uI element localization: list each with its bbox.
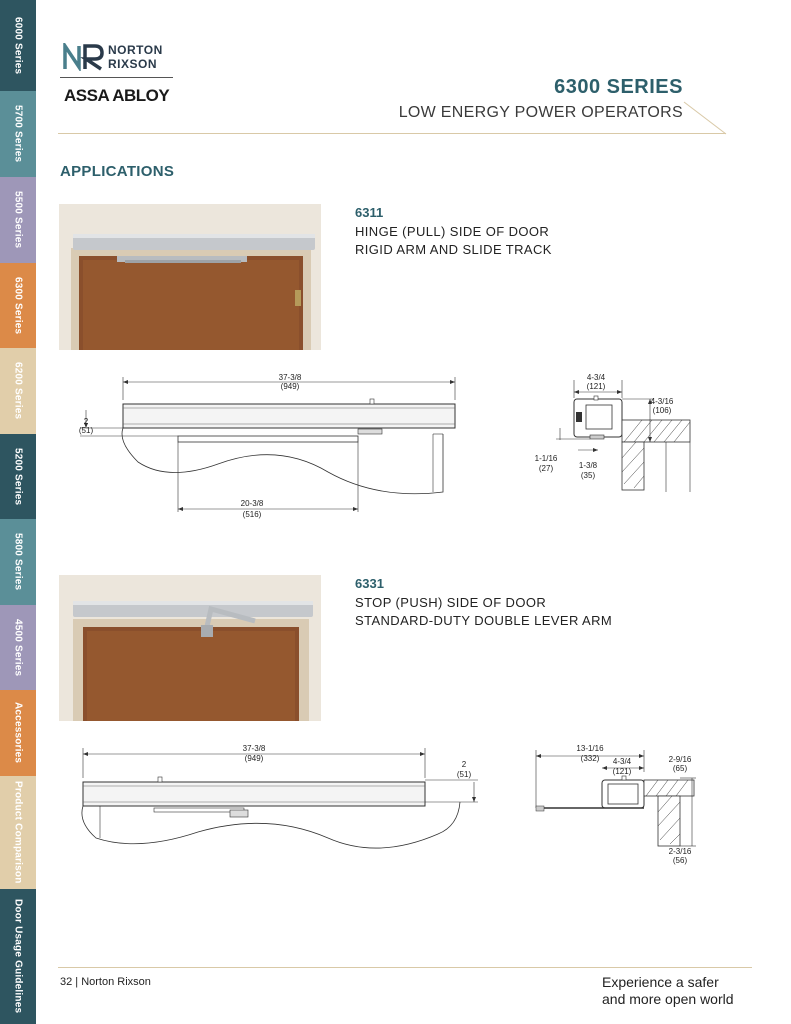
norton-rixson-logo: [60, 40, 175, 110]
tab-accessories[interactable]: [0, 690, 36, 776]
tab-label: 6200 Series: [12, 362, 24, 420]
header-divider: [58, 133, 726, 134]
tab-5700-series[interactable]: [0, 91, 36, 177]
dim-top: 2-9/16: [668, 755, 692, 764]
dim-a: 1-1/16: [534, 454, 558, 463]
diagram-6331-side: [532, 742, 702, 867]
dim-height-mm: (106): [652, 406, 672, 415]
dim-top-mm: (65): [672, 764, 688, 773]
dim-drop-mm: (51): [78, 426, 94, 435]
dim-depth-mm: (121): [586, 382, 606, 391]
tab-label: Accessories: [12, 702, 24, 764]
logo-text-norton: NORTON: [108, 43, 163, 57]
tab-5200-series[interactable]: [0, 434, 36, 519]
dim-b: 1-3/8: [578, 461, 598, 470]
diagram-6311-side: [532, 372, 692, 497]
dim-reach-mm: (332): [580, 754, 600, 763]
dim-length: 37-3/8: [242, 744, 266, 753]
tab-label: Door Usage Guidelines: [12, 899, 24, 1014]
product-model-6331: 6331: [355, 576, 384, 591]
diagram-6331-front: [78, 742, 488, 860]
tab-label: 5500 Series: [12, 191, 24, 249]
logo-text-rixson: RIXSON: [108, 57, 158, 71]
product-description-6331: [355, 594, 612, 630]
tab-label: 5700 Series: [12, 105, 24, 163]
dim-bottom: 2-3/16: [668, 847, 692, 856]
side-navigation-tabs: [0, 0, 36, 1024]
tab-6300-series[interactable]: [0, 263, 36, 348]
footer-tagline: [602, 974, 734, 1008]
description-line: STOP (PUSH) SIDE OF DOOR: [355, 595, 547, 610]
description-line: RIGID ARM AND SLIDE TRACK: [355, 242, 552, 257]
section-heading: APPLICATIONS: [60, 163, 175, 180]
tab-5500-series[interactable]: [0, 177, 36, 263]
dim-track: 20-3/8: [240, 499, 264, 508]
tab-5800-series[interactable]: [0, 519, 36, 605]
tab-4500-series[interactable]: [0, 605, 36, 690]
description-line: HINGE (PULL) SIDE OF DOOR: [355, 224, 550, 239]
product-model-6311: 6311: [355, 205, 384, 220]
dim-track-mm: (516): [242, 510, 262, 519]
nr-monogram-icon: [63, 43, 105, 71]
diagram-6311-front: [78, 372, 468, 522]
tab-label: 5800 Series: [12, 533, 24, 591]
tab-door-usage-guidelines[interactable]: [0, 889, 36, 1024]
dim-depth: 4-3/4: [586, 373, 606, 382]
description-line: STANDARD-DUTY DOUBLE LEVER ARM: [355, 613, 613, 628]
page-number: 32 | Norton Rixson: [60, 976, 151, 988]
logo-divider: [60, 77, 173, 78]
dim-a-mm: (27): [538, 464, 554, 473]
product-photo-6331: [59, 575, 321, 721]
dim-length: 37-3/8: [278, 373, 302, 382]
dim-drop: 2: [461, 760, 467, 769]
tab-6000-series[interactable]: [0, 0, 36, 91]
tab-6200-series[interactable]: [0, 348, 36, 434]
tab-label: 6300 Series: [12, 276, 24, 335]
tab-label: 5200 Series: [12, 447, 24, 506]
dim-depth: 4-3/4: [612, 757, 632, 766]
tagline-line: and more open world: [602, 991, 734, 1007]
product-photo-6311: [59, 204, 321, 350]
dim-length-mm: (949): [280, 382, 300, 391]
dim-length-mm: (949): [244, 754, 264, 763]
product-description-6311: [355, 223, 552, 259]
page-title: 6300 SERIES: [554, 76, 683, 98]
tagline-line: Experience a safer: [602, 974, 719, 990]
dim-b-mm: (35): [580, 471, 596, 480]
header-accent-line: [680, 100, 730, 136]
tab-label: Product Comparison: [12, 781, 24, 884]
tab-product-comparison[interactable]: [0, 776, 36, 889]
footer-divider: [58, 967, 752, 968]
dim-bottom-mm: (56): [672, 856, 688, 865]
page-subtitle: LOW ENERGY POWER OPERATORS: [398, 104, 683, 121]
dim-reach: 13-1/16: [576, 744, 604, 753]
tab-label: 6000 Series: [12, 16, 24, 75]
dim-height: 4-3/16: [650, 397, 674, 406]
dim-drop-mm: (51): [456, 770, 472, 779]
assa-abloy-logo: ASSA ABLOY: [64, 86, 170, 105]
dim-depth-mm: (121): [612, 767, 632, 776]
tab-label: 4500 Series: [12, 618, 24, 677]
dim-drop: 2: [83, 417, 89, 426]
